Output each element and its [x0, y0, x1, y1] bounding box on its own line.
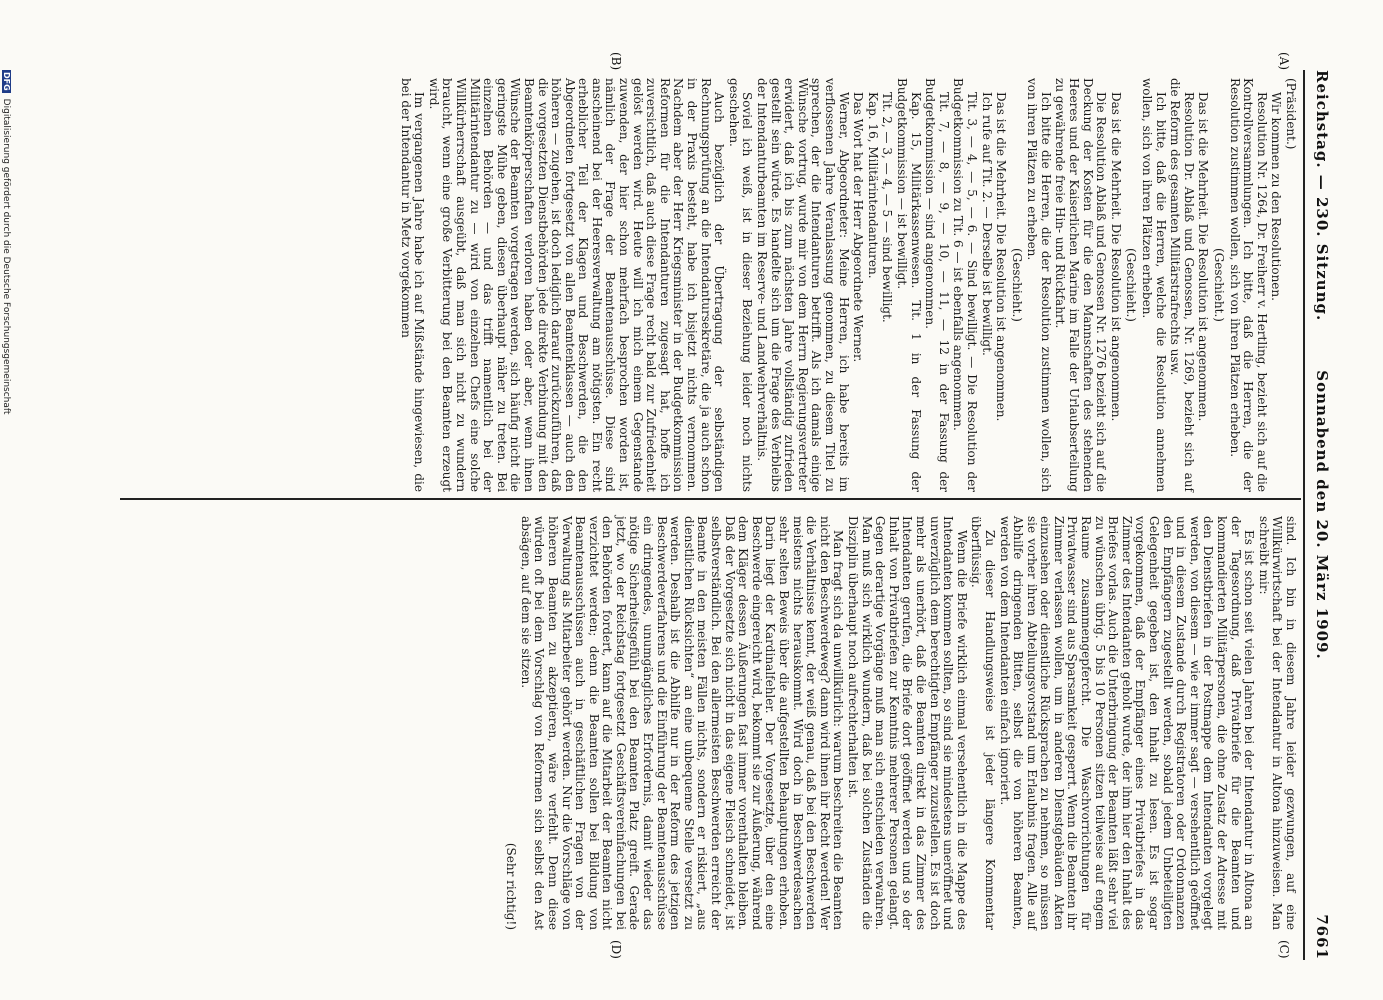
- paragraph: Ich bitte, daß die Herren, welche die Resolution annehmen wollen, sich von ihren Plätzen erheben.: [1140, 78, 1168, 492]
- paragraph: Resolution Nr. 1264, Dr. Freiherr v. Hertling, bezieht sich auf die Kontrollversammlungen. Ich bitte, daß die Herren, die der Resolution zustimmen wollen, sich von ihren Plätzen erheben.: [1227, 78, 1269, 492]
- paragraph: Es ist schon seit vielen Jahren bei der Intendantur in Altona an der Tagesordnung, daß Privatbriefe für die Beamten und kommandierten Militärpersonen, die ohne Zusatz der Adresse mit den Dienstbriefen in der Postmappe dem Intendanten vorgelegt werden, von diesem — wie er immer sagt — versehentlich geöffnet und in diesem Zustande durch Registratoren oder Ordonnanzen den Empfängern zugestellt werden, sobald jedem Unbeteiligten Gelegenheit gegeben ist, den Inhalt zu lesen. Es ist sogar vorgekommen, daß der Empfänger eines Privatbriefes in das Zimmer des Intendanten geholt wurde, der ihm hier den Inhalt des Briefes vorlas. Auch die Unterbringung der Beamten läßt sehr viel zu wünschen übrig. 5 bis 10 Personen sitzen teilweise auf engem Raume zusammengepfercht. Die Waschvorrichtungen für Privatwasser sind aus Sparsamkeit gesperrt. Wenn die Beamten ihr Zimmer verlassen wollen, um in anderen Dienstgebäuden Akten einzusehen oder dienstliche Rücksprachen zu nehmen, so müssen sie vorher ihren Abteilungsvorstand um Erlaubnis fragen. Alle auf Abhilfe dringenden Bitten, selbst die von höheren Beamten, werden von dem Intendanten einfach ignoriert.: [997, 516, 1257, 930]
- paragraph: Das ist die Mehrheit. Die Resolution ist angenommen.: [1196, 92, 1211, 422]
- page-header: [1307, 70, 1331, 960]
- paragraph: Die Resolution Ablaß und Genossen Nr. 1276 bezieht sich auf die Deckung der Kosten für die den Mannschaften des stehenden Heeres und der Kaiserlichen Marine im Falle der Urlaubserteilung zu gewährende freie Hin- und Rückfahrt.: [1053, 78, 1109, 492]
- footer-text: Digitalisierung gefördert durch die Deutsche Forschungsgemeinschaft: [1, 98, 11, 415]
- header-left: Reichstag. — 230. Sitzung.: [1313, 70, 1331, 322]
- paragraph: Man fragt sich da unwillkürlich: warum beschreiten die Beamten nicht den Beschwerdeweg? dann wird ihnen ihr Recht werden! Wer die Verhältnisse kennt, der weiß genau, daß bei den Beschwerden meistens nichts herauskommt. Wird doch in Beschwerdesachen sehr selten Beweis über die aufgestellten Behauptungen erhoben. Darin liegt der Kardinalfehler. Der Vorgesetzte, über den eine Beschwerde eingereicht wird, bekommt sie zur Äußerung, während dem Kläger dessen Äußerungen fast immer vorenthalten bleiben. Daß der Vorgesetzte sich nicht in das eigene Fleisch schneidet, ist selbstverständlich. Bei den allermeisten Beschwerden erreicht der Beamte in den meisten Fällen nichts, sondern er riskiert, „aus dienstlichen Rücksichten“ an eine unbequeme Stelle versetzt zu werden. Deshalb ist die Abhilfe nur in der Reform des jetzigen Beschwerdeverfahrens und die Einführung der Beamtenausschüsse ein dringendes, unumgängliches Erfordernis, damit wieder das nötige Sicherheitsgefühl bei den Beamten Platz greift. Gerade jetzt, wo der Reichstag fortgesetzt Geschäftsvereinfachungen bei den Behörden fordert, kann auf die Mitarbeit der Beamten nicht verzichtet werden; denn die Beamten sollen bei Bildung von Beamtenausschüssen auch in geschäftlichen Fragen von der Verwaltung als Mitarbeiter gehört werden. Nur die Vorschläge von höheren Beamten zu akzeptieren, wäre verfehlt. Denn diese würden oft bei dem Vorschlag von Reformen sich selbst den Ast absägen, auf dem sie sitzen.: [518, 516, 846, 930]
- paragraph: Resolution Dr. Ablaß und Genossen, Nr. 1269, bezieht sich auf die Reform des gesamten Militärstrafrechts usw.: [1168, 78, 1196, 492]
- paragraph: Zu dieser Handlungsweise ist jeder längere Kommentar überflüssig.: [969, 516, 997, 930]
- margin-mark-b: (B): [609, 52, 623, 71]
- paragraph: Auch bezüglich der Übertragung der selbständigen Rechnungsprüfung an die Intendantursekretäre, die ja auch schon in der Praxis besteht, habe ich bisjetzt nichts vernommen. Nachdem aber der Herr Kriegsminister in der Budgetkommission Reformen für die Intendanturen zugesagt hat, hoffe ich zuversichtlich, daß auch diese Frage recht bald zur Zufriedenheit gelöst werden wird. Heute will ich mich einem Gegenstande zuwenden, der hier schon mehrfach besprochen worden ist, nämlich der Frage der Beamtenausschüsse. Diese sind anscheinend bei der Heeresverwaltung am nötigsten. Ein recht erheblicher Teil der Klagen und Beschwerden, die den Abgeordneten fortgesetzt von allen Beamtenklassen — auch den höheren — zugehen, ist doch lediglich darauf zurückzuführen, daß die vorgesetzten Dienstbehörden jede direkte Verbindung mit den Beamtenkörperschaften verloren haben oder aber, wenn ihnen Wünsche der Beamten vorgetragen werden, sich häufig nicht die geringste Mühe geben, diesen überhaupt näher zu treten. Bei einzelnen Behörden — und das trifft namentlich bei der Militärintendantur zu — wird von einzelnen Chefs eine solche Willkürherrschaft ausgeübt, daß man sich nicht zu wundern braucht, wenn eine große Verbitterung bei den Beamten erzeugt wird.: [426, 78, 727, 492]
- column-divider: [120, 498, 1301, 500]
- paragraph: (Geschieht.): [1212, 248, 1227, 322]
- paragraph: Kap. 16, Militärintendanturen.: [865, 92, 880, 279]
- margin-mark-a: (A): [1277, 52, 1291, 71]
- paragraph: Ich rufe auf Tit. 2. — Derselbe ist bewilligt.: [979, 92, 994, 356]
- margin-mark-c: (C): [1277, 940, 1291, 959]
- paragraph: Das ist die Mehrheit. Die Resolution ist angenommen.: [994, 92, 1009, 422]
- paragraph: Werner, Abgeordneter: Meine Herren, ich habe bereits im verflossenen Jahre Veranlassung genommen, zu diesem Titel zu sprechen, der die Intendanturen betrifft. Als ich damals einige Wünsche vortrug, wurde mir von dem Herrn Regierungsvertreter erwidert, daß ich bis zum nächsten Jahre vollständig zufrieden gestellt sein würde. Es handelte sich um die Frage des Verbleibs der Intendanturbeamten im Reserve- und Landwehrverhältnis.: [755, 78, 851, 492]
- paragraph: Soviel ich weiß, ist in dieser Beziehung leider noch nichts geschehen.: [726, 78, 755, 492]
- paragraph: Im vergangenen Jahre habe ich auf Mißstände hingewiesen, die bei der Intendantur in Metz vorgekommen: [398, 78, 427, 492]
- page-number: 7661: [1313, 914, 1331, 960]
- header-rule: [1303, 70, 1305, 960]
- paragraph: (Geschieht.): [1124, 248, 1139, 322]
- margin-mark-d: (D): [609, 940, 623, 959]
- paragraph: Kap. 15, Militärkassenwesen. Tit. 1 in der Fassung der Budgetkommission — ist bewilligt.: [894, 78, 923, 492]
- paragraph: (Sehr richtig!): [504, 842, 519, 930]
- right-column: [503, 516, 1297, 930]
- paragraph: sind. Ich bin in diesem Jahre leider gezwungen, auf eine Willkürwirtschaft bei der Intendantur in Altona hinzuweisen. Man schreibt mir:: [1256, 516, 1298, 930]
- left-column: [397, 78, 1297, 492]
- paragraph: (Geschieht.): [1009, 248, 1024, 322]
- paragraph: Tit. 3, — 4, — 5, — 6. — Sind bewilligt. — Die Resolution der Budgetkommission zu Tit. 6 — ist ebenfalls angenommen.: [951, 78, 979, 492]
- paragraph: Das Wort hat der Herr Abgeordnete Werner.: [851, 92, 866, 363]
- paragraph: Wenn die Briefe wirklich einmal versehentlich in die Mappe des Intendanten kommen sollten, so sind sie mindestens uneröffnet und unverzüglich dem berechtigten Empfänger zuzustellen. Es ist doch mehr als unerhört, daß die Beamten direkt in das Zimmer des Intendanten gerufen, die Briefe dort geöffnet werden und so der Inhalt von Privatbriefen zur Kenntnis mehrerer Personen gelangt. Gegen derartige Vorgänge muß man sich entschieden verwahren. Man muß sich wirklich wundern, daß bei solchen Zuständen die Disziplin überhaupt noch aufrechterhalten ist.: [846, 516, 969, 930]
- paragraph: Wir kommen zu den Resolutionen.: [1269, 92, 1284, 301]
- header-date: Sonnabend den 20. März 1909.: [1313, 370, 1331, 660]
- dfg-logo: DFG: [2, 72, 11, 91]
- footer: [1, 70, 11, 414]
- paragraph: Das ist die Mehrheit. Die Resolution ist angenommen.: [1108, 92, 1123, 422]
- paragraph: Tit. 7, — 8, — 9, — 10, — 11, — 12 in der Fassung der Budgetkommission — sind angenommen.: [923, 78, 951, 492]
- paragraph: Ich bitte die Herren, die der Resolution zustimmen wollen, sich von ihren Plätzen zu erheben.: [1025, 78, 1053, 492]
- paragraph: (Präsident.): [1284, 78, 1298, 150]
- paragraph: Tit. 2, — 3, — 4, — 5 — sind bewilligt.: [880, 92, 895, 323]
